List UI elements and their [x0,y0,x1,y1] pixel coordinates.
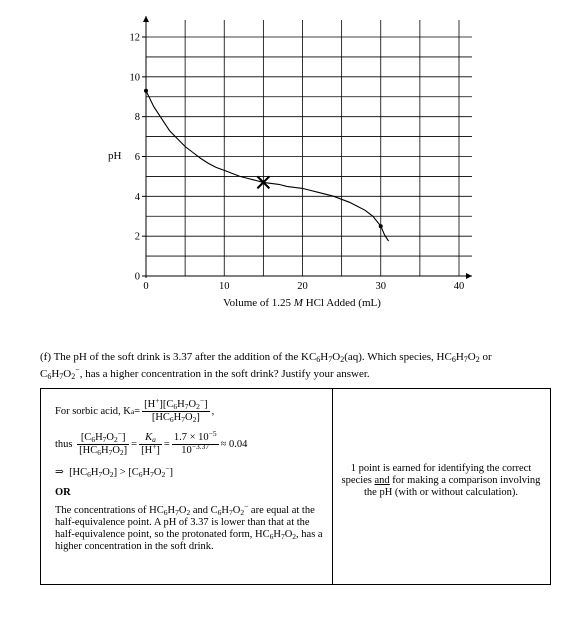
alt-explanation: The concentrations of $HC_6H_7O_2$ and $C_6H_7O_2^-$ are equal at the half-equivalence point. A pH of 3.37 is lower than that at the half-equivalence point, so the protonated form, $HC_6H_7O_2$, has a higher concentration in the soft drink. [55,502,323,552]
data-point [144,89,148,93]
x-tick-label: 30 [375,281,386,292]
approx-value: ≈ 0.04 [220,438,248,450]
x-tick-label: 40 [453,281,465,292]
ka-prefix: For sorbic acid, K [55,405,131,417]
question-text-c: or [479,351,492,363]
x-tick-label: 10 [219,281,230,292]
question-text-a: The pH of the soft drink is 3.37 after the addition of the KC [53,351,317,363]
thus-label: thus [55,438,73,450]
y-tick-label: 6 [134,152,140,163]
titration-curve [146,91,389,241]
y-tick-label: 12 [129,32,140,44]
y-tick-label: 2 [134,231,140,243]
y-tick-label: 8 [134,112,140,124]
question-text-e: , has a higher concentration in the soft drink? Justify your answer. [79,368,370,380]
question-text-d: C [40,368,48,380]
y-axis-arrow [143,16,149,22]
answer-table [40,388,551,585]
x-tick-label: 20 [297,281,308,292]
ka-fraction: $\frac{[H^+][C_6H_7O_2^-]}{[HC_6H_7O_2]}$ [144,396,208,424]
ka-expression: For sorbic acid, K a = $\frac{[H^+][C_6H_7O_2^-]}{[HC_6H_7O_2]}$ , [55,396,215,424]
question-text-b: (aq). Which species, HC [344,351,452,363]
table-divider [332,389,333,584]
conclusion: ⇒ $[HC_6H_7O_2] > [C_6H_7O_2^-]$ [55,464,173,479]
solution-cell [55,396,330,553]
scoring-cell: 1 point is earned for identifying the correct species and for making a comparison involving the pH (with or without calculation). [341,463,541,498]
question-f: (f) The pH of the soft drink is 3.37 after the addition of the $KC_6H_7O_2(aq)$. Which species, $HC_6H_7O_2$ or $C_6H_7O_2^-$, has a higher concentration in the soft drink? Justify your answer. [40,351,492,381]
question-label: (f) [40,351,51,363]
data-point [379,224,383,228]
y-tick-label: 0 [134,271,140,283]
and-underlined: and [374,475,390,486]
x-axis-arrow [466,273,472,279]
or-label: OR [55,487,71,498]
y-tick-label: 4 [134,191,140,203]
ratio-expression: thus $\frac{[C_6H_7O_2^-]}{[HC_6H_7O_2]}$ = $\frac{K_a}{[H^+]}$ = $\frac{1.7 \times 10^{-5}}{10^{-3.37}}$ ≈ 0.04 [55,429,248,457]
y-tick-label: 10 [129,72,140,84]
x-tick-label: 0 [143,281,149,292]
y-axis-label: pH [108,150,122,162]
x-axis-label: Volume of 1.25 M HCl Added (mL) [223,297,381,309]
